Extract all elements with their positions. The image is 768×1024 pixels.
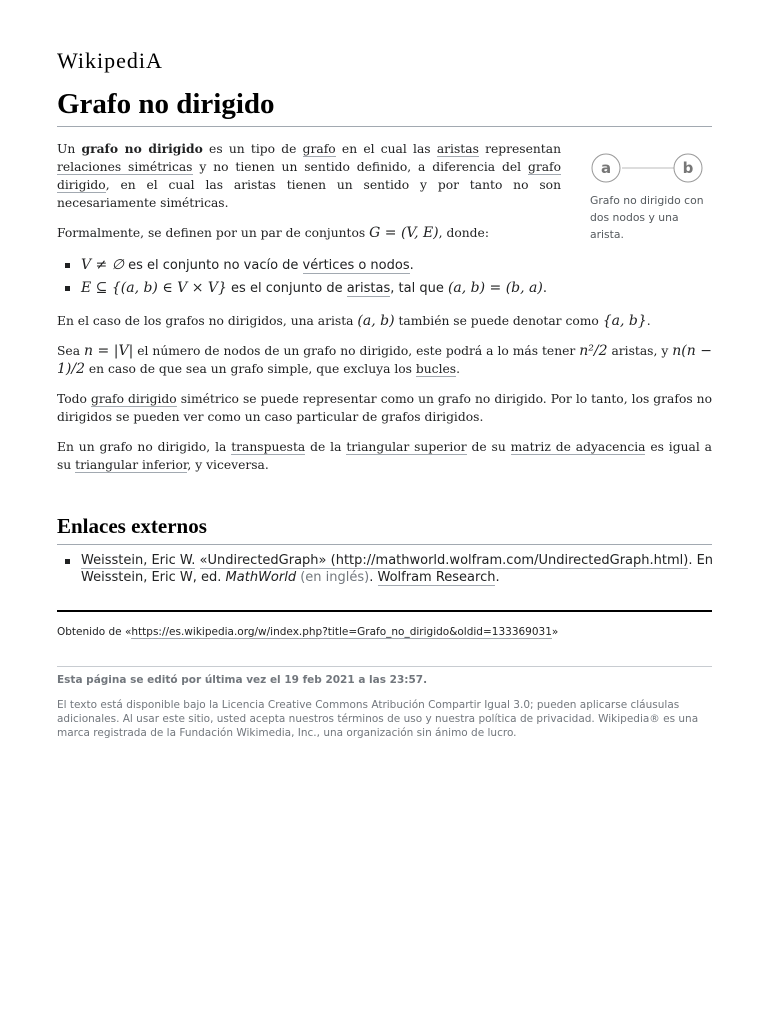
math-formula: E ⊆ {(a, b) ∈ V × V} bbox=[81, 280, 227, 296]
link-transpuesta[interactable]: transpuesta bbox=[231, 440, 306, 454]
link-grafo-dirigido-2[interactable]: grafo dirigido bbox=[90, 392, 177, 406]
list-item: V ≠ ∅ es el conjunto no vacío de vértices o nodos. bbox=[65, 254, 712, 277]
link-undirectedgraph[interactable]: «UndirectedGraph» (http://mathworld.wolfram.com/UndirectedGraph.html) bbox=[199, 553, 689, 568]
link-grafo[interactable]: grafo bbox=[302, 142, 336, 156]
definition-list bbox=[57, 254, 712, 300]
math-formula: n = |V| bbox=[84, 343, 134, 359]
count-paragraph: Sea n = |V| el número de nodos de un grafo no dirigido, este podrá a lo más tener n²/2 aristas, y n(n − 1)/2 en caso de que sea un grafo simple, que excluya los bucles. bbox=[57, 343, 712, 377]
infobox-caption: Grafo no dirigido con dos nodos y una arista. bbox=[590, 194, 704, 241]
section-heading-external-links: Enlaces externos bbox=[57, 512, 712, 545]
retrieved-from: Obtenido de «https://es.wikipedia.org/w/index.php?title=Grafo_no_dirigido&oldid=133369031» bbox=[57, 626, 559, 638]
list-item: Weisstein, Eric W. «UndirectedGraph» (http://mathworld.wolfram.com/UndirectedGraph.html). En Weisstein, Eric W, ed. MathWorld (en inglés). Wolfram Research. bbox=[65, 552, 720, 586]
link-author[interactable]: Weisstein, Eric W. bbox=[81, 553, 196, 568]
link-grafo-dirigido[interactable]: grafo dirigido bbox=[57, 160, 561, 192]
list-item: E ⊆ {(a, b) ∈ V × V} es el conjunto de aristas, tal que (a, b) = (b, a). bbox=[65, 277, 712, 300]
wikipedia-wordmark[interactable]: WikipediA bbox=[57, 48, 163, 73]
link-vertices[interactable]: vértices o nodos bbox=[302, 258, 410, 273]
link-triangular-inferior[interactable]: triangular inferior bbox=[75, 458, 188, 472]
link-relaciones-simetricas[interactable]: relaciones simétricas bbox=[57, 160, 193, 174]
bold-term: grafo no dirigido bbox=[81, 141, 203, 156]
math-formula: {a, b} bbox=[602, 313, 647, 329]
math-formula: (a, b) = (b, a) bbox=[447, 280, 543, 296]
link-aristas[interactable]: aristas bbox=[436, 142, 479, 156]
case-paragraph: En el caso de los grafos no dirigidos, una arista (a, b) también se puede denotar como {a, b}. bbox=[57, 313, 651, 329]
last-edited: Esta página se editó por última vez el 19 feb 2021 a las 23:57. bbox=[57, 674, 428, 686]
graph-diagram[interactable] bbox=[590, 152, 710, 184]
language-note: (en inglés) bbox=[300, 570, 370, 585]
intro-paragraph: Un grafo no dirigido es un tipo de grafo en el cual las aristas representan relaciones simétricas y no tienen un sentido definido, a diferencia del grafo dirigido, en el cual las aristas tienen un sentido y por tanto no son necesariamente simétricas. bbox=[57, 141, 561, 210]
math-formula: G = (V, E) bbox=[369, 225, 439, 241]
formal-paragraph: Formalmente, se definen por un par de conjuntos G = (V, E), donde: bbox=[57, 225, 489, 241]
math-formula: V ≠ ∅ bbox=[81, 257, 124, 273]
math-formula: n²/2 bbox=[579, 343, 608, 359]
math-formula: n(n − 1)/2 bbox=[57, 343, 712, 377]
link-triangular-superior[interactable]: triangular superior bbox=[346, 440, 467, 454]
node-b-label: b bbox=[682, 159, 694, 177]
content-divider bbox=[57, 610, 712, 612]
link-bucles[interactable]: bucles bbox=[415, 362, 457, 376]
symmetric-paragraph: Todo grafo dirigido simétrico se puede representar como un grafo no dirigido. Por lo tanto, los grafos no dirigidos se pueden ver como un caso particular de grafos dirigidos. bbox=[57, 392, 713, 424]
link-wolfram-research[interactable]: Wolfram Research bbox=[377, 570, 496, 585]
infobox bbox=[590, 152, 712, 243]
work-title: MathWorld bbox=[225, 570, 297, 585]
article-body bbox=[57, 140, 712, 486]
footer-divider bbox=[57, 666, 712, 667]
link-aristas-2[interactable]: aristas bbox=[346, 281, 391, 296]
transpose-paragraph: En un grafo no dirigido, la transpuesta de la triangular superior de su matriz de adyacencia es igual a su triangular inferior, y viceversa. bbox=[57, 440, 713, 472]
license-text: El texto está disponible bajo la Licencia Creative Commons Atribución Compartir Igual 3.0; pueden aplicarse cláusulas adicionales. Al usar este sitio, usted acepta nuestros términos de uso y nuestra política de privacidad. Wikipedia® es una marca registrada de la Fundación Wikimedia, Inc., una organización sin ánimo de lucro. bbox=[57, 699, 699, 739]
external-links-list bbox=[57, 552, 720, 586]
node-a-label: a bbox=[600, 159, 612, 177]
link-matriz-adyacencia[interactable]: matriz de adyacencia bbox=[510, 440, 646, 454]
page-title: Grafo no dirigido bbox=[57, 86, 712, 127]
math-formula: (a, b) bbox=[357, 313, 395, 329]
link-permanent-url[interactable]: https://es.wikipedia.org/w/index.php?title=Grafo_no_dirigido&oldid=133369031 bbox=[131, 626, 552, 638]
